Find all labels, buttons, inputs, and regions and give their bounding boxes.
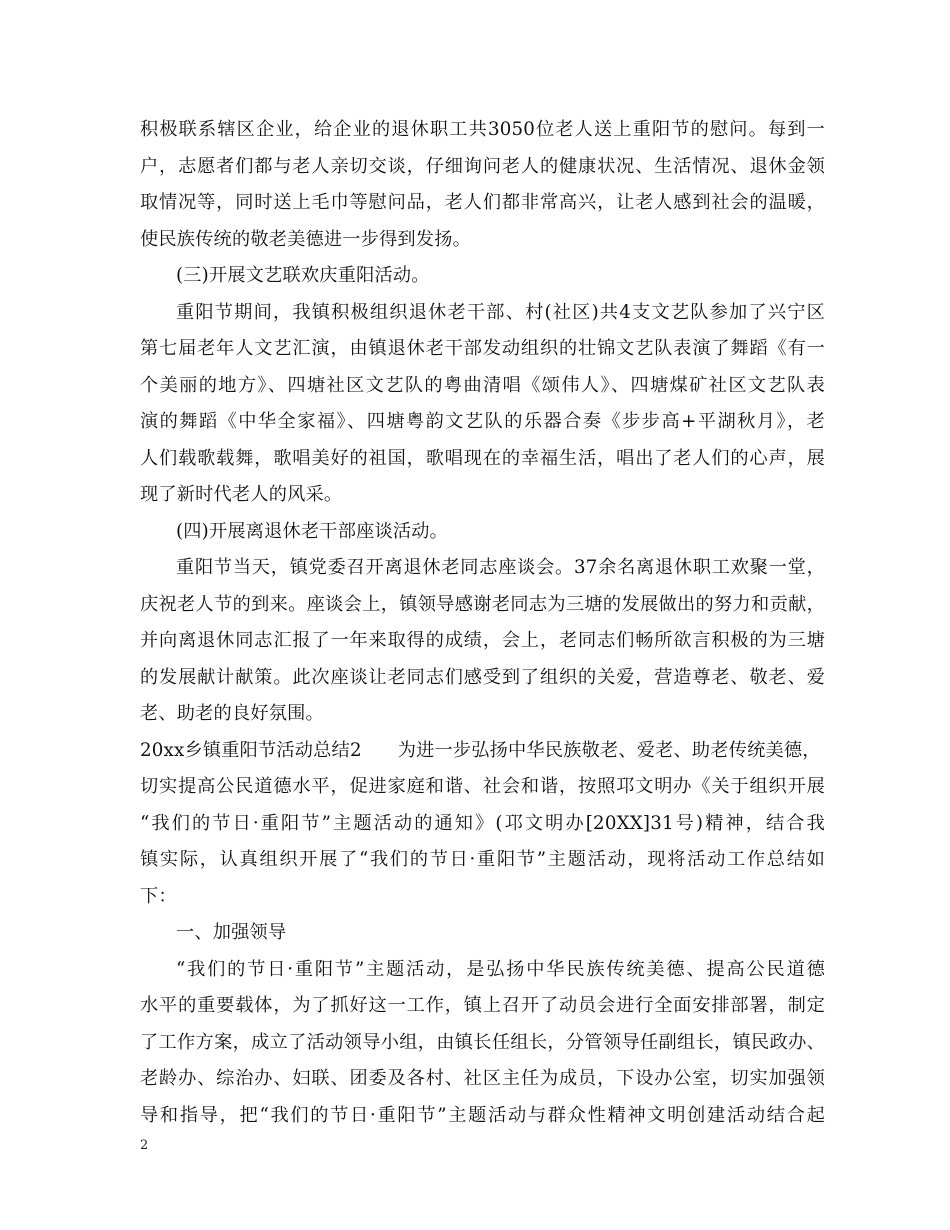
page-number: 2 xyxy=(140,1138,149,1153)
section-heading: (四)开展离退休老干部座谈活动。 xyxy=(176,520,449,542)
paragraph-line: 了工作方案，成立了活动领导小组，由镇长任组长，分管领导任副组长，镇民政办、 xyxy=(140,1031,825,1053)
paragraph-line: 老、助老的良好氛围。 xyxy=(140,703,324,724)
paragraph-line: 重阳节当天，镇党委召开离退休老同志座谈会。37余名离退休职工欢聚一堂， xyxy=(176,557,825,578)
paragraph-line: 人们载歌载舞，歌唱美好的祖国，歌唱现在的幸福生活，唱出了老人们的心声，展 xyxy=(140,447,825,469)
paragraph-line: 使民族传统的敬老美德进一步得到发扬。 xyxy=(140,228,471,250)
section-heading: (三)开展文艺联欢庆重阳活动。 xyxy=(176,265,430,286)
paragraph-line: 切实提高公民道德水平，促进家庭和谐、社会和谐，按照邛文明办《关于组织开展 xyxy=(140,776,825,797)
paragraph-line: 个美丽的地方》、四塘社区文艺队的粤曲清唱《颂伟人》、四塘煤矿社区文艺队表 xyxy=(140,374,825,396)
document-body xyxy=(140,112,825,1134)
paragraph-line: 取情况等，同时送上毛巾等慰问品，老人们都非常高兴，让老人感到社会的温暖， xyxy=(140,192,825,213)
paragraph-line: 下： xyxy=(140,885,177,907)
paragraph-line: 现了新时代老人的风采。 xyxy=(140,484,343,505)
paragraph-line: “我们的节日·重阳节”主题活动，是弘扬中华民族传统美德、提高公民道德 xyxy=(176,958,825,980)
paragraph-line: 的发展献计献策。此次座谈让老同志们感受到了组织的关爱，营造尊老、敬老、爱 xyxy=(140,666,825,688)
paragraph-line: 并向离退休同志汇报了一年来取得的成绩，会上，老同志们畅所欲言积极的为三塘 xyxy=(140,630,825,651)
paragraph-text: 为进一步弘扬中华民族敬老、爱老、助老传统美德， xyxy=(397,739,821,761)
summary-title-line xyxy=(140,733,825,770)
paragraph-line: 庆祝老人节的到来。座谈会上，镇领导感谢老同志为三塘的发展做出的努力和贡献， xyxy=(140,593,825,615)
paragraph-line: 户，志愿者们都与老人亲切交谈，仔细询问老人的健康状况、生活情况、退休金领 xyxy=(140,155,825,177)
paragraph-line: 水平的重要载体，为了抓好这一工作，镇上召开了动员会进行全面安排部署，制定 xyxy=(140,995,825,1016)
paragraph-line: 老龄办、综治办、妇联、团委及各村、社区主任为成员，下设办公室，切实加强领 xyxy=(140,1068,825,1089)
summary-title: 20xx乡镇重阳节活动总结2 xyxy=(140,739,362,761)
paragraph-line: 重阳节期间，我镇积极组织退休老干部、村(社区)共4支文艺队参加了兴宁区 xyxy=(176,301,825,323)
paragraph-line: 演的舞蹈《中华全家福》、四塘粤韵文艺队的乐器合奏《步步高+平湖秋月》，老 xyxy=(140,411,825,432)
paragraph-line: “我们的节日·重阳节”主题活动的通知》(邛文明办[20XX]31号)精神，结合我 xyxy=(140,812,825,834)
paragraph-line: 积极联系辖区企业，给企业的退休职工共3050位老人送上重阳节的慰问。每到一 xyxy=(140,119,825,140)
section-heading: 一、加强领导 xyxy=(176,922,287,943)
paragraph-line: 第七届老年人文艺汇演，由镇退休老干部发动组织的壮锦文艺队表演了舞蹈《有一 xyxy=(140,338,825,359)
paragraph-line: 镇实际，认真组织开展了“我们的节日·重阳节”主题活动，现将活动工作总结如 xyxy=(140,849,826,870)
paragraph-line: 导和指导，把“我们的节日·重阳节”主题活动与群众性精神文明创建活动结合起 xyxy=(140,1104,825,1126)
